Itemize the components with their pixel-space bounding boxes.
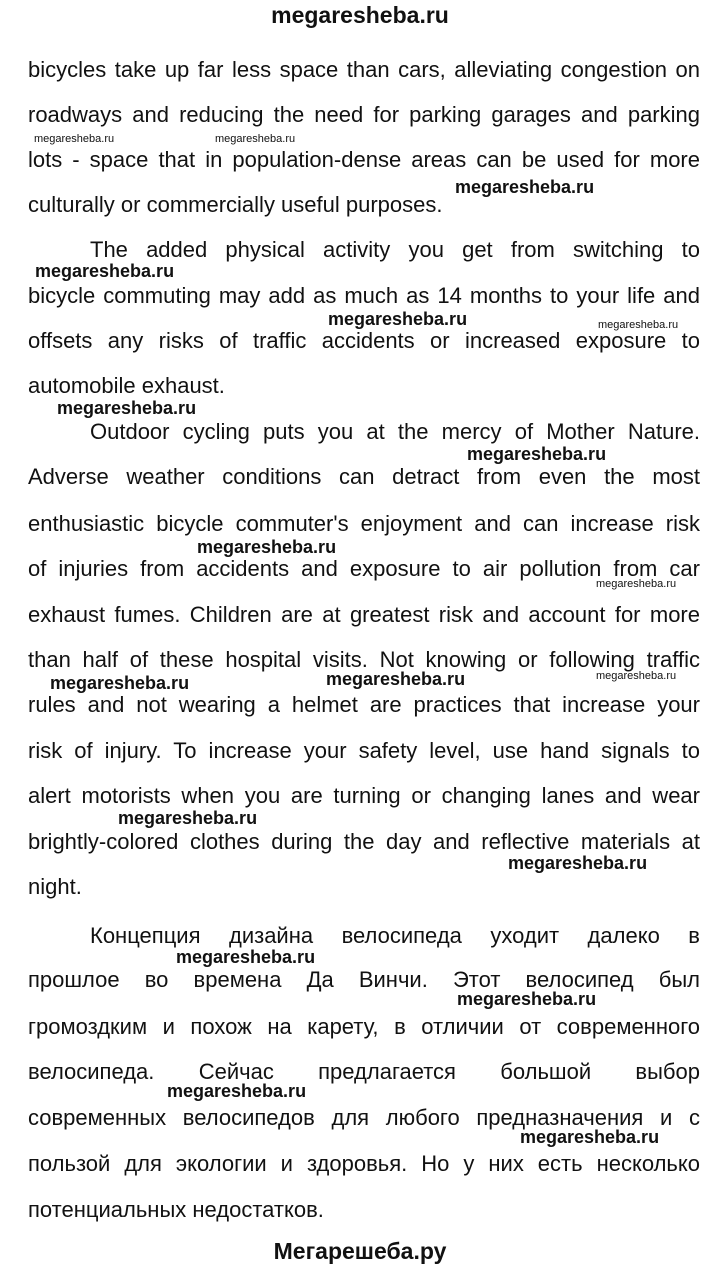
text-line: than half of these hospital visits. Not knowing or following traffic — [28, 647, 700, 672]
text-line: Концепция дизайна велосипеда уходит далеко в — [90, 923, 700, 948]
watermark: megaresheba.ru — [328, 309, 468, 329]
text-line: The added physical activity you get from switching to — [90, 237, 700, 262]
text-line: of injuries from accidents and exposure to air pollution from car — [28, 556, 700, 581]
site-header: megaresheba.ru — [271, 2, 449, 28]
text-line: brightly-colored clothes during the day and reflective materials at — [28, 829, 700, 854]
watermark: megaresheba.ru — [508, 853, 648, 873]
text-line: roadways and reducing the need for parking garages and parking — [28, 102, 700, 127]
watermark: megaresheba.ru — [34, 133, 115, 145]
text-line: Adverse weather conditions can detract from even the most — [28, 464, 700, 489]
text-line: automobile exhaust. — [28, 373, 225, 398]
text-line: lots - space that in population-dense areas can be used for more — [28, 147, 700, 172]
text-line: велосипеда. Сейчас предлагается большой выбор — [28, 1059, 700, 1084]
watermark: megaresheba.ru — [455, 177, 595, 197]
watermark: megaresheba.ru — [167, 1081, 307, 1101]
watermark: megaresheba.ru — [57, 398, 197, 418]
site-footer: Мегарешеба.ру — [273, 1238, 447, 1264]
text-line: offsets any risks of traffic accidents or increased exposure to — [28, 328, 700, 353]
text-line: enthusiastic bicycle commuter's enjoyment and can increase risk — [28, 511, 700, 536]
text-line: громоздким и похож на карету, в отличии от современного — [28, 1014, 700, 1039]
watermark: megaresheba.ru — [197, 537, 337, 557]
text-line: Outdoor cycling puts you at the mercy of Mother Nature. — [90, 419, 700, 444]
watermark: megaresheba.ru — [35, 261, 175, 281]
watermark: megaresheba.ru — [326, 669, 466, 689]
text-line: night. — [28, 874, 82, 899]
watermark: megaresheba.ru — [467, 444, 607, 464]
text-line: risk of injury. To increase your safety level, use hand signals to — [28, 738, 700, 763]
text-line: rules and not wearing a helmet are practices that increase your — [28, 692, 700, 717]
watermark: megaresheba.ru — [596, 578, 677, 590]
text-line: bicycle commuting may add as much as 14 months to your life and — [28, 283, 700, 308]
text-line: прошлое во времена Да Винчи. Этот велосипед был — [28, 967, 700, 992]
text-line: alert motorists when you are turning or changing lanes and wear — [28, 783, 700, 808]
watermark: megaresheba.ru — [520, 1127, 660, 1147]
watermark: megaresheba.ru — [118, 808, 258, 828]
text-line: современных велосипедов для любого предназначения и с — [28, 1105, 700, 1130]
watermark: megaresheba.ru — [50, 673, 190, 693]
text-line: потенциальных недостатков. — [28, 1197, 324, 1222]
watermark: megaresheba.ru — [598, 319, 679, 331]
text-line: culturally or commercially useful purposes. — [28, 192, 443, 217]
watermark: megaresheba.ru — [215, 133, 296, 145]
watermark: megaresheba.ru — [176, 947, 316, 967]
text-line: exhaust fumes. Children are at greatest risk and account for more — [28, 602, 700, 627]
watermark: megaresheba.ru — [596, 670, 677, 682]
watermark: megaresheba.ru — [457, 989, 597, 1009]
text-line: bicycles take up far less space than cars, alleviating congestion on — [28, 57, 700, 82]
text-line: пользой для экологии и здоровья. Но у них есть несколько — [28, 1151, 700, 1176]
